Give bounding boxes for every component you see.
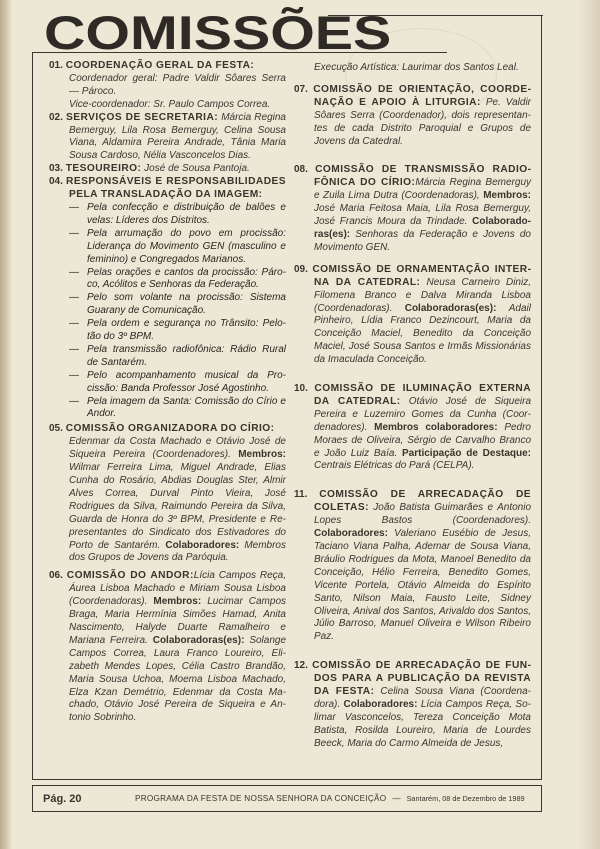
- left-column: [49, 60, 286, 725]
- coordinators: João Batista Guimarães e Antonio Lopes Bastos (Coordenadores).: [314, 502, 532, 527]
- list-item: — Pelo som volante na procissão: Sistema Guarany de Comunicação.: [69, 292, 286, 317]
- section-heading: COMISSÃO DE ORNAMENTAÇÃO INTERNA DA CATEDRAL:: [312, 263, 531, 288]
- list-item: — Pela imagem da Santa: Comissão do Círio e Andor.: [69, 395, 286, 420]
- coordinators: Márcia Regina Bemerguy e Zuila Lima Dutra (Coordenadoras),: [314, 177, 531, 202]
- section-heading: SERVIÇOS DE SECRETARIA:: [66, 111, 219, 123]
- coordinators: Celina Sousa Viana (Coordenadora).: [314, 686, 531, 710]
- members-label: Membros:: [483, 190, 531, 202]
- section-heading: COMISSÃO DE TRANSMISSÃO RADIOFÔNICA DO CÍRIO:: [314, 164, 532, 189]
- right-column: [294, 62, 531, 751]
- program-title: PROGRAMA DA FESTA DE NOSSA SENHORA DA CONCEIÇÃO: [135, 794, 387, 803]
- section-number: 03.: [49, 163, 63, 175]
- section-01: [49, 60, 286, 112]
- collaborators-label: Colaboradores:: [165, 539, 240, 551]
- section-text: Vice-coordenador: Sr. Paulo Campos Correa.: [69, 98, 271, 110]
- collaborators-list: Lícia Campos Reça, Solimar Vasconcelos, Tereza Conceição Mota Batista, Rosilda Loureiro, Maria de Lourdes Beeck, Maria do Carmo Almeida de Jesus,: [314, 698, 532, 749]
- collaborators-label: Colaboradoras(es):: [404, 302, 497, 314]
- page-spine-shadow: [0, 0, 12, 849]
- highlight-text: Centrais Elétricas do Pará (CELPA).: [314, 460, 475, 472]
- section-07: [294, 84, 531, 149]
- place-date: Santarém, 08 de Dezembro de 1989: [406, 794, 525, 803]
- section-10: [294, 383, 531, 473]
- section-02: [49, 112, 286, 164]
- list-item: — Pela arrumação do povo em procissão: Liderança do Movimento GEN (masculino e feminino) e Congregados Marianos.: [69, 227, 286, 265]
- section-08: [294, 164, 531, 254]
- section-heading: COMISSÃO ORGANIZADORA DO CÍRIO:: [65, 423, 275, 435]
- section-number: 04.: [49, 176, 63, 188]
- section-text: Coordenador geral: Padre Valdir Sôares Serra — Pároco.: [69, 72, 286, 97]
- section-heading: COMISSÃO DE ILUMINAÇÃO EXTERNA DA CATEDRAL:: [314, 383, 531, 407]
- section-text: Márcia Regina Bemerguy, Lila Rosa Bemerguy, Celina Sousa Viana, Aldamira Pereira Andrade, Tânia Maria Sousa Cardoso, Nélia Vasconcelos Dias.: [69, 111, 286, 162]
- frame-bottom-border: [32, 779, 542, 780]
- footer-separator: —: [392, 794, 401, 803]
- section-text: José de Sousa Pantoja.: [144, 163, 250, 175]
- members-label: Membros:: [238, 449, 287, 461]
- members-list: Wilmar Ferreira Lima, Miguel Andrade, Elias Cunha do Rosário, Abdias Douglas Ster, Almir Alves Correa, Durval Pinto Vieira, José Rodrigues da Silva, Raimundo Pereira da Silva, Guarda de Honra do 3º BPM, Presidente e Representantes do Sindicato dos Estivadores do Porto de Santarém.: [69, 462, 286, 551]
- coordinators: Otávio José de Siqueira Pereira e Luzemiro Gomes da Cunha (Coordenadores).: [314, 395, 532, 433]
- section-text: Pe. Valdir Sôares Serra (Coordenador), dois representantes de cada Distrito Paroquial e Grupos de Jovens da Catedral.: [314, 96, 531, 147]
- collaborators-list: Valeriano Eusébio de Jesus, Taciano Viana Palha, Ademar de Sousa Viana, Bráulio Rodrigues da Mota, Manoel Benedito da Conceição, Hélio Ferreira, Benedito Gomes, Vicente Portela, Otávio Almeida do Espírito Santo, Nilson Maia, Fausto Leite, Sidney Oliveira, Anival dos Santos, Arivaldo dos Santos, Júlio Barroso, Manuel Oliveira e Wilson Ribeiro Paz.: [314, 528, 531, 643]
- coordinators: Neusa Carneiro Diniz, Filomena Branco e Dalva Miranda Lisboa (Coordenadoras).: [314, 276, 531, 314]
- page-footer: [32, 785, 542, 812]
- frame-top-border: [32, 52, 447, 53]
- coordinators: Lícia Campos Reça, Áurea Lisboa Machado e Miriam Sousa Lisboa (Coordenadoras).: [69, 570, 286, 608]
- section-number: 01.: [49, 60, 63, 71]
- section-heading: COORDENAÇÃO GERAL DA FESTA:: [65, 60, 255, 71]
- collaborators-label: Colaboradores:: [343, 698, 418, 710]
- section-heading: COMISSÃO DE ORIENTAÇÃO, COORDENAÇÃO E APOIO À LITURGIA:: [313, 83, 532, 108]
- page-title: COMISSÕES: [44, 6, 392, 59]
- section-06: [49, 570, 286, 725]
- list-item: — Pelas orações e cantos da procissão: Pároco, Acólitos e Senhoras da Federação.: [69, 266, 286, 291]
- section-03: [49, 163, 286, 176]
- section-number: 06.: [49, 570, 63, 582]
- page-edge-shadow: [578, 0, 600, 849]
- members-label: Membros colaboradores:: [374, 421, 498, 433]
- list-item: — Pela ordem e segurança no Trânsito: Pelotão do 3º BPM.: [69, 318, 286, 343]
- section-number: 08.: [294, 164, 308, 176]
- collaborators-list: Solange Campos Correa, Laura Franco Loureiro, Elizabeth Mendes Lopes, Célia Castro Brandão, Maria Sousa Uchoa, Moema Lisboa Machado, Elza Kzan Demétrio, Edenmar da Costa Machado, Otávio José Pereira de Siqueira e Antonio Sobrinho.: [69, 634, 287, 724]
- section-number: 09.: [294, 263, 308, 275]
- section-heading: COMISSÃO DE ARRECADAÇÃO DE FUNDOS PARA A PUBLICAÇÃO DA REVISTA DA FESTA:: [312, 660, 532, 698]
- section-09: [294, 264, 531, 367]
- title-rule: [328, 15, 543, 16]
- frame-left-border: [32, 52, 33, 780]
- list-item: — Pela transmissão radiofônica: Rádio Rural de Santarém.: [69, 343, 286, 368]
- list-item: — Pela confecção e distribuição de balões e velas: Líderes dos Distritos.: [69, 201, 286, 226]
- section-heading: COMISSÃO DO ANDOR:: [66, 570, 194, 582]
- section-number: 07.: [294, 83, 308, 95]
- members-label: Membros:: [153, 596, 202, 608]
- section-12: [294, 660, 531, 750]
- collaborators-list: Adail Pinheiro, Lídia Franco Dezincourt, Maria da Conceição Maciel, Benedito da Conceição Maciel, José Sousa Santos e Irmãs Missionárias da Imaculada Conceição.: [314, 302, 531, 366]
- highlight-label: Participação de Destaque:: [402, 447, 532, 459]
- section-number: 11.: [294, 489, 308, 501]
- list-item: — Pelo acompanhamento musical da Procissão: Banda Professor José Agostinho.: [69, 369, 286, 394]
- members-list: Lucimar Campos Braga, Maria Hermínia Simões Hamad, Anita Nascimento, Halyde Duarte Ramalheiro e Mariana Ferreira.: [69, 596, 287, 646]
- frame-right-border: [541, 15, 542, 780]
- section-heading: COMISSÃO DE ARRECADAÇÃO DE COLETAS:: [314, 489, 531, 514]
- collaborators-label: Colaboradoras(es):: [152, 634, 245, 646]
- collaborators-list: Membros dos Grupos de Jovens da Paróquia.: [69, 539, 286, 564]
- page-number: Pág. 20: [43, 792, 82, 805]
- collaborators-list: Senhoras da Federação e Jovens do Movimento GEN.: [314, 228, 531, 253]
- members-list: José Maria Feitosa Maia, Lila Rosa Bemerguy, José Francis Moura da Trindade.: [314, 203, 531, 228]
- coordinators: Edenmar da Costa Machado e Otávio José de Siqueira Pereira (Coordenadores).: [69, 436, 286, 461]
- section-heading: RESPONSÁVEIS E RESPONSABILIDADES PELA TRANSLADAÇÃO DA IMAGEM:: [66, 176, 286, 201]
- section-number: 12.: [294, 660, 308, 672]
- section-04: [49, 176, 286, 421]
- section-heading: TESOUREIRO:: [65, 163, 142, 175]
- collaborators-label: Colaboradores:: [314, 528, 388, 540]
- section-11: [294, 489, 531, 644]
- members-list: Pedro Moraes de Oliveira, Sérgio de Carvalho Branco e João Luiz Baía.: [314, 421, 531, 459]
- section-number: 05.: [49, 423, 63, 435]
- section-number: 02.: [49, 111, 63, 123]
- section-05: [49, 423, 286, 565]
- section-number: 10.: [294, 383, 308, 395]
- section-06-continuation: Execução Artística: Laurimar dos Santos Leal.: [314, 62, 519, 73]
- collaborators-label: Colaboradoras(es):: [314, 216, 532, 240]
